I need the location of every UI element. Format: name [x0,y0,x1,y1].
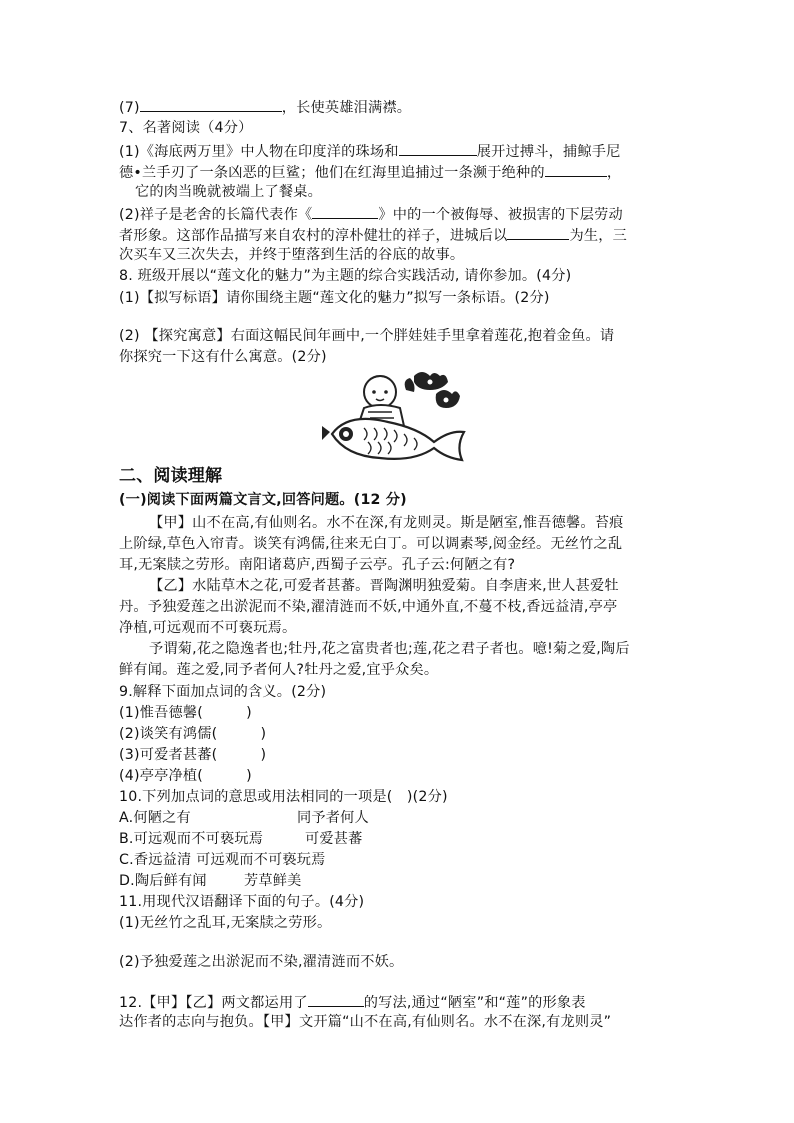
q8-p1: (1)【拟写标语】请你围绕主题“莲文化的魅力”拟写一条标语。(2分) [119,290,550,306]
q9-title: 9.解释下面加点词的含义。(2分) [119,684,327,700]
answer-blank[interactable] [399,140,477,156]
q7-p2-line2: 者形象。这部作品描写来自农村的淳朴健壮的祥子，进城后以 为生，三 [119,224,627,246]
q11-sentence2: (2)予独爱莲之出淤泥而不染,濯清涟而不妖。 [119,954,404,970]
answer-blank[interactable] [507,224,569,240]
q9-item: (2)谈笑有鸿儒( ) [119,726,267,742]
q7-p2-line3: 次买车又三次失去，并终于堕落到生活的谷底的故事。 [119,247,465,263]
q7-p1-line2: 德•兰手刃了一条凶恶的巨鲨；他们在红海里追捕过一条濒于绝种的 ， [119,161,621,183]
q12-line2: 达作者的志向与抱负。【甲】文开篇“山不在高,有仙则名。水不在深,有龙则灵” [119,1014,612,1030]
q9-item: (4)亭亭净植( ) [119,768,252,784]
q6-item-7: (7) ，长使英雄泪满襟。 [119,96,411,118]
q10-title: 10.下列加点词的意思或用法相同的一项是( )(2分) [119,789,448,805]
passage-jia-line3: 耳,无案牍之劳形。南阳诸葛庐,西蜀子云亭。孔子云:何陋之有? [119,557,516,573]
answer-blank[interactable] [140,96,282,112]
q7-p1-line1: (1)《海底两万里》中人物在印度洋的珠场和 展开过搏斗，捕鲸手尼 [119,140,621,162]
q10-option-a: A.何陋之有 同予者何人 [119,810,369,826]
section-title: 二、阅读理解 [119,466,223,486]
q9-item: (1)惟吾德馨( ) [119,705,252,721]
passage-yi-line1: 【乙】水陆草木之花,可爱者甚蕃。晋陶渊明独爱菊。自李唐来,世人甚爱牡 [149,578,619,594]
passage-yi-line2: 丹。予独爱莲之出淤泥而不染,濯清涟而不妖,中通外直,不蔓不枝,香远益清,亭亭 [119,599,618,615]
q11-sentence1: (1)无丝竹之乱耳,无案牍之劳形。 [119,915,332,931]
folk-painting-child-lotus-fish-icon [318,368,466,464]
q10-option-d: D.陶后鲜有闻 芳草鲜美 [119,873,302,889]
q7-p1-line3: 它的肉当晚就被端上了餐桌。 [135,184,323,200]
answer-blank[interactable] [545,161,607,177]
passage-jia-line1: 【甲】山不在高,有仙则名。水不在深,有龙则灵。斯是陋室,惟吾德馨。苔痕 [149,515,624,531]
q8-p2-line1: (2) 【探究寓意】右面这幅民间年画中,一个胖娃娃手里拿着莲花,抱着金鱼。请 [119,328,615,344]
answer-blank[interactable] [308,991,364,1007]
q8-title: 8. 班级开展以“莲文化的魅力”为主题的综合实践活动, 请你参加。(4分) [119,268,572,284]
q9-item: (3)可爱者甚蕃( ) [119,747,267,763]
q10-option-c: C.香远益清 可远观而不可亵玩焉 [119,852,326,868]
answer-blank[interactable] [312,203,378,219]
q7-p2-line1: (2)祥子是老舍的长篇代表作《 》中的一个被侮辱、被损害的下层劳动 [119,203,623,225]
q7-title: 7、名著阅读（4分） [119,120,253,136]
passage-jia-line2: 上阶绿,草色入帘青。谈笑有鸿儒,往来无白丁。可以调素琴,阅金经。无丝竹之乱 [119,536,623,552]
section-subtitle: (一)阅读下面两篇文言文,回答问题。(12 分) [119,492,407,508]
passage-yi-line5: 鲜有闻。莲之爱,同予者何人?牡丹之爱,宜乎众矣。 [119,662,439,678]
q11-title: 11.用现代汉语翻译下面的句子。(4分) [119,894,365,910]
q8-p2-line2: 你探究一下这有什么寓意。(2分) [119,349,327,365]
q10-option-b: B.可远观而不可亵玩焉 可爱甚蕃 [119,831,363,847]
passage-yi-line4: 予谓菊,花之隐逸者也;牡丹,花之富贵者也;莲,花之君子者也。噫!菊之爱,陶后 [149,641,630,657]
passage-yi-line3: 净植,可远观而不可亵玩焉。 [119,620,297,636]
q12-line1: 12.【甲】【乙】两文都运用了 的写法,通过“陋室”和“莲”的形象表 [119,991,586,1013]
